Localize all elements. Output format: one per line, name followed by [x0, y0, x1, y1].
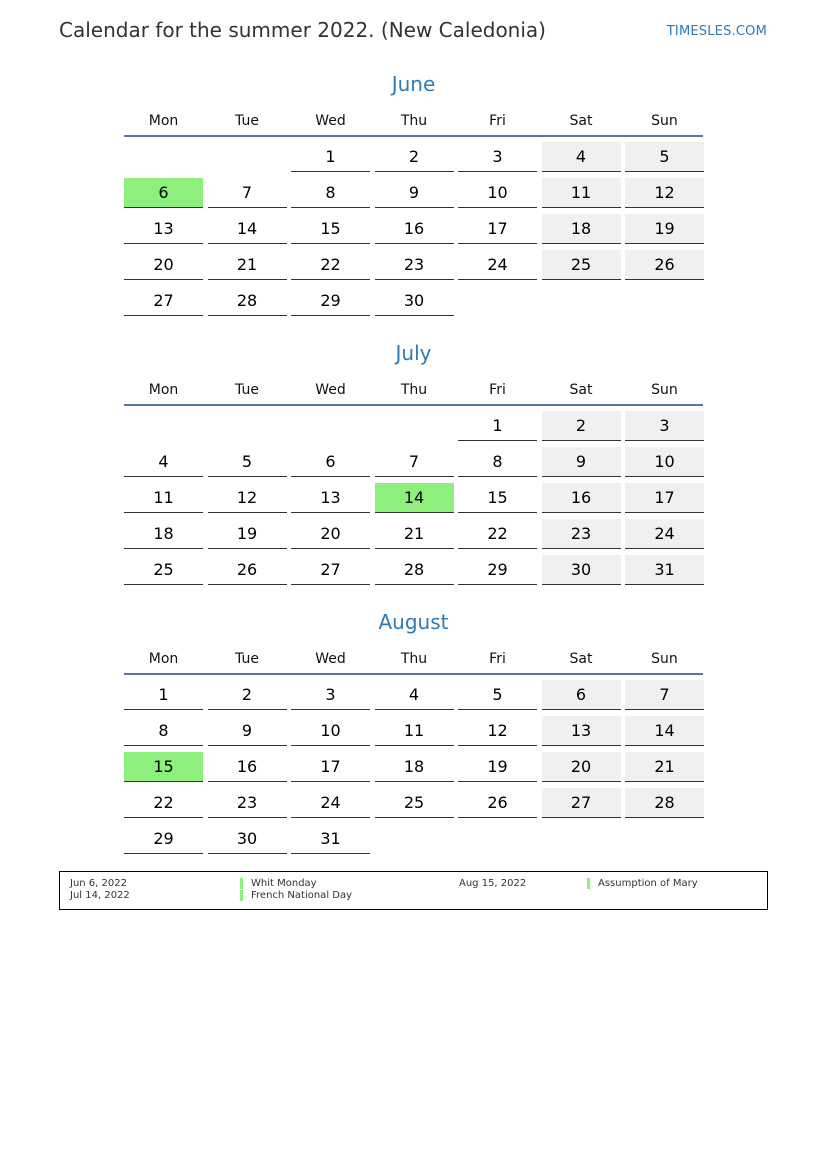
holiday-day-cell: 6 — [124, 178, 203, 208]
day-cell: 3 — [458, 142, 537, 172]
day-cell: 1 — [124, 680, 203, 710]
day-cell: 6 — [542, 680, 621, 710]
day-cell: 31 — [625, 555, 704, 585]
day-cell: 27 — [124, 286, 203, 316]
day-cell: 16 — [375, 214, 454, 244]
weekday-label: Wed — [315, 382, 346, 398]
day-cell: 23 — [542, 519, 621, 549]
day-cell: 24 — [291, 788, 370, 818]
day-cell: 14 — [208, 214, 287, 244]
legend-date: Aug 15, 2022 — [459, 878, 527, 889]
header-divider — [124, 404, 703, 406]
weekday-label: Sat — [569, 382, 593, 398]
page-title: Calendar for the summer 2022. (New Caledonia) — [59, 18, 546, 42]
day-cell: 12 — [458, 716, 537, 746]
day-cell: 30 — [208, 824, 287, 854]
legend-holiday-name: Whit Monday — [240, 878, 317, 889]
day-cell: 4 — [375, 680, 454, 710]
day-cell: 23 — [208, 788, 287, 818]
day-cell: 28 — [625, 788, 704, 818]
day-cell: 22 — [291, 250, 370, 280]
day-cell: 29 — [291, 286, 370, 316]
day-cell: 21 — [375, 519, 454, 549]
month-title: August — [378, 610, 449, 634]
weekday-label: Mon — [148, 382, 179, 398]
weekday-label: Sat — [569, 113, 593, 129]
day-cell: 7 — [625, 680, 704, 710]
day-cell: 24 — [458, 250, 537, 280]
weekday-label: Tue — [235, 382, 259, 398]
day-cell: 9 — [542, 447, 621, 477]
weekday-label: Tue — [235, 651, 259, 667]
weekday-label: Wed — [315, 651, 346, 667]
day-cell: 5 — [625, 142, 704, 172]
day-cell: 25 — [542, 250, 621, 280]
day-cell: 29 — [458, 555, 537, 585]
legend-date: Jul 14, 2022 — [70, 890, 130, 901]
day-cell: 16 — [208, 752, 287, 782]
weekday-label: Sun — [651, 382, 678, 398]
day-cell: 2 — [208, 680, 287, 710]
weekday-label: Thu — [400, 382, 428, 398]
day-cell: 2 — [375, 142, 454, 172]
legend-holiday-name: French National Day — [240, 890, 352, 901]
day-cell: 19 — [458, 752, 537, 782]
header-divider — [124, 673, 703, 675]
day-cell: 18 — [375, 752, 454, 782]
day-cell: 2 — [542, 411, 621, 441]
weekday-label: Sat — [569, 651, 593, 667]
holiday-day-cell: 15 — [124, 752, 203, 782]
day-cell: 21 — [625, 752, 704, 782]
day-cell: 8 — [458, 447, 537, 477]
day-cell: 1 — [458, 411, 537, 441]
month-title: July — [395, 341, 432, 365]
weekday-label: Tue — [235, 113, 259, 129]
day-cell: 1 — [291, 142, 370, 172]
weekday-label: Mon — [148, 651, 179, 667]
holiday-legend — [59, 871, 768, 910]
day-cell: 8 — [291, 178, 370, 208]
day-cell: 24 — [625, 519, 704, 549]
legend-holiday-name: Assumption of Mary — [587, 878, 698, 889]
day-cell: 7 — [208, 178, 287, 208]
day-cell: 13 — [124, 214, 203, 244]
day-cell: 17 — [458, 214, 537, 244]
day-cell: 10 — [458, 178, 537, 208]
day-cell: 22 — [124, 788, 203, 818]
weekday-header — [0, 113, 827, 129]
day-cell: 13 — [291, 483, 370, 513]
day-cell: 6 — [291, 447, 370, 477]
weekday-label: Thu — [400, 651, 428, 667]
day-cell: 26 — [458, 788, 537, 818]
day-cell: 20 — [124, 250, 203, 280]
day-cell: 21 — [208, 250, 287, 280]
day-cell: 14 — [625, 716, 704, 746]
day-cell: 18 — [124, 519, 203, 549]
day-cell: 30 — [542, 555, 621, 585]
day-cell: 13 — [542, 716, 621, 746]
day-cell: 28 — [208, 286, 287, 316]
day-cell: 3 — [291, 680, 370, 710]
day-cell: 3 — [625, 411, 704, 441]
legend-date: Jun 6, 2022 — [70, 878, 127, 889]
day-cell: 11 — [124, 483, 203, 513]
day-cell: 10 — [625, 447, 704, 477]
day-cell: 4 — [124, 447, 203, 477]
weekday-header — [0, 651, 827, 667]
day-cell: 12 — [208, 483, 287, 513]
weekday-header — [0, 382, 827, 398]
day-cell: 19 — [208, 519, 287, 549]
day-cell: 29 — [124, 824, 203, 854]
day-cell: 5 — [458, 680, 537, 710]
day-cell: 12 — [625, 178, 704, 208]
day-cell: 8 — [124, 716, 203, 746]
day-cell: 15 — [458, 483, 537, 513]
weekday-label: Wed — [315, 113, 346, 129]
header-divider — [124, 135, 703, 137]
day-cell: 31 — [291, 824, 370, 854]
weekday-label: Fri — [489, 382, 506, 398]
weekday-label: Mon — [148, 113, 179, 129]
day-cell: 5 — [208, 447, 287, 477]
day-cell: 19 — [625, 214, 704, 244]
weekday-label: Sun — [651, 651, 678, 667]
day-cell: 17 — [625, 483, 704, 513]
day-cell: 26 — [208, 555, 287, 585]
day-cell: 20 — [542, 752, 621, 782]
month-title: June — [391, 72, 436, 96]
day-cell: 25 — [375, 788, 454, 818]
day-cell: 18 — [542, 214, 621, 244]
weekday-label: Fri — [489, 651, 506, 667]
weekday-label: Fri — [489, 113, 506, 129]
day-cell: 22 — [458, 519, 537, 549]
day-cell: 9 — [375, 178, 454, 208]
day-cell: 27 — [542, 788, 621, 818]
day-cell: 10 — [291, 716, 370, 746]
day-cell: 11 — [375, 716, 454, 746]
day-cell: 17 — [291, 752, 370, 782]
day-cell: 28 — [375, 555, 454, 585]
day-cell: 9 — [208, 716, 287, 746]
weekday-label: Thu — [400, 113, 428, 129]
day-cell: 20 — [291, 519, 370, 549]
brand-link[interactable]: TIMESLES.COM — [666, 24, 767, 39]
holiday-day-cell: 14 — [375, 483, 454, 513]
day-cell: 4 — [542, 142, 621, 172]
day-cell: 25 — [124, 555, 203, 585]
day-cell: 26 — [625, 250, 704, 280]
day-cell: 23 — [375, 250, 454, 280]
weekday-label: Sun — [651, 113, 678, 129]
day-cell: 15 — [291, 214, 370, 244]
day-cell: 27 — [291, 555, 370, 585]
day-cell: 16 — [542, 483, 621, 513]
day-cell: 30 — [375, 286, 454, 316]
day-cell: 11 — [542, 178, 621, 208]
day-cell: 7 — [375, 447, 454, 477]
